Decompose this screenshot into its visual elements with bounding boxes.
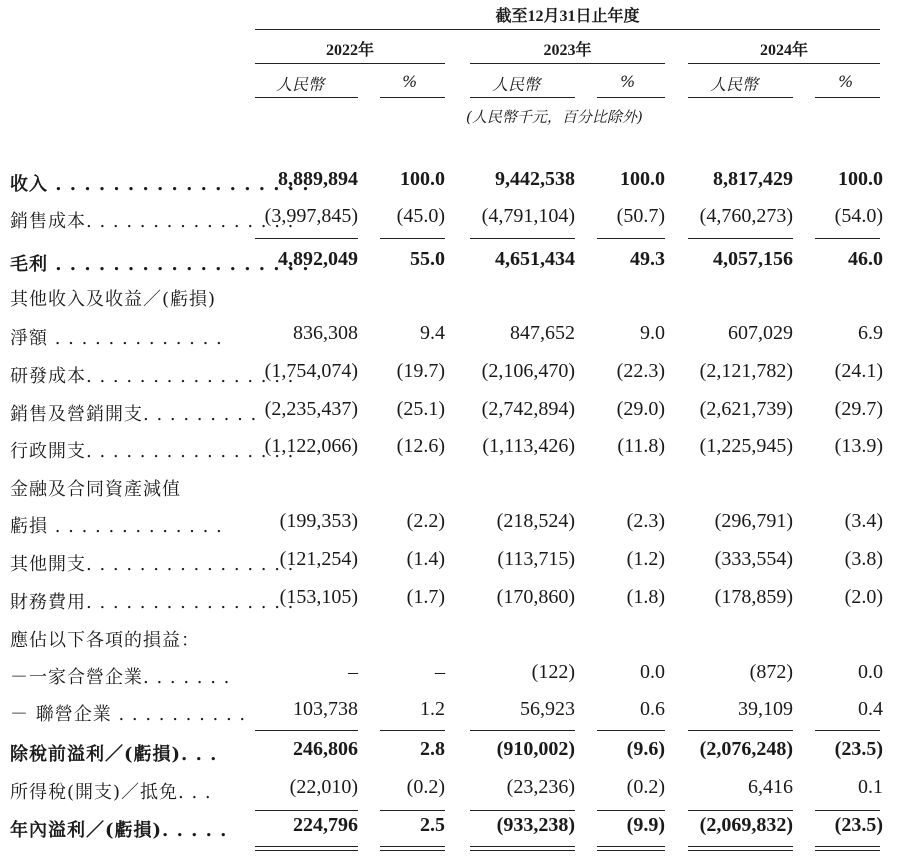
tax-rule-pct-2023 [597,810,665,811]
cell-rmb-2024: (4,760,273) [699,205,793,227]
cell-pct-2023: (1.2) [626,548,665,570]
cell-rmb-2023: 847,652 [510,322,575,344]
cell-rmb-2023: (170,860) [496,586,575,608]
cell-pct-2024: 0.1 [858,776,883,798]
cell-rmb-2022: (2,235,437) [264,398,358,420]
cell-pct-2022: (12.6) [396,435,445,457]
cell-rmb-2023: (2,106,470) [481,360,575,382]
cell-pct-2024: (29.7) [834,398,883,420]
cell-pct-2024: (2.0) [844,586,883,608]
row-label: 毛利 . . . . . . . . . . . . . . . . . . [10,254,310,275]
cell-rmb-2023: (1,113,426) [482,435,575,457]
cell-rmb-2024: (2,069,832) [699,814,793,836]
cell-rmb-2024: 39,109 [738,698,793,720]
cell-rmb-2022: 246,806 [293,738,358,760]
cell-rmb-2024: (1,225,945) [699,435,793,457]
row-label: 虧損 . . . . . . . . . . . . . [10,516,223,537]
cell-pct-2023: (50.7) [616,205,665,227]
total-double-rule-pct-2022 [380,846,445,851]
percent-label-2022: % [402,72,418,91]
cell-pct-2023: (2.3) [626,510,665,532]
cell-pct-2022: 100.0 [400,168,445,190]
cell-pct-2023: 0.0 [640,661,665,683]
row-label: 銷售及營銷開支. . . . . . . . . [10,404,258,425]
cell-pct-2024: (3.4) [844,510,883,532]
total-double-rule-rmb-2022 [255,846,358,851]
cell-pct-2022: 9.4 [420,322,445,344]
cell-pct-2024: 6.9 [858,322,883,344]
tax-rule-pct-2022 [380,810,445,811]
cell-pct-2023: (11.8) [617,435,665,457]
cell-pct-2024: (54.0) [834,205,883,227]
cell-rmb-2023: (2,742,894) [481,398,575,420]
cell-pct-2024: 100.0 [838,168,883,190]
total-double-rule-rmb-2024 [688,846,793,851]
col-underline-pct-2022 [380,97,445,98]
cell-rmb-2023: 4,651,434 [495,248,575,270]
row-label: 其他收入及收益／(虧損) [10,289,217,310]
cell-rmb-2023: (218,524) [496,510,575,532]
cell-rmb-2024: 8,817,429 [713,168,793,190]
cell-rmb-2022: (3,997,845) [264,205,358,227]
subtotal-rule-rmb-2023 [470,238,575,239]
cell-rmb-2023: 56,923 [520,698,575,720]
cell-pct-2024: (24.1) [834,360,883,382]
cell-rmb-2024: 607,029 [728,322,793,344]
cell-rmb-2022: (1,122,066) [264,435,358,457]
row-label: 應佔以下各項的損益： [10,630,200,651]
cell-rmb-2023: (23,236) [506,776,575,798]
cell-rmb-2024: (178,859) [714,586,793,608]
cell-rmb-2022: (1,754,074) [264,360,358,382]
pretax-rule-pct-2023 [597,730,665,731]
row-label: －一家合營企業. . . . . . . [10,667,231,688]
cell-rmb-2022: 4,892,049 [278,248,358,270]
cell-pct-2022: 2.8 [420,738,445,760]
year-header-2024: 2024年 [759,42,808,59]
cell-rmb-2022: 8,889,894 [278,168,358,190]
cell-pct-2022: – [435,661,445,683]
subtotal-rule-rmb-2022 [255,238,358,239]
row-label: 財務費用. . . . . . . . . . . . . . . . [10,592,295,613]
currency-label-2024: 人民幣 [710,75,759,94]
cell-pct-2024: 0.0 [858,661,883,683]
cell-rmb-2023: 9,442,538 [495,168,575,190]
cell-rmb-2024: 4,057,156 [713,248,793,270]
cell-pct-2022: (1.4) [406,548,445,570]
cell-rmb-2024: (2,121,782) [699,360,793,382]
total-double-rule-pct-2023 [597,846,665,851]
cell-rmb-2024: 6,416 [748,776,793,798]
subtotal-rule-pct-2022 [380,238,445,239]
col-underline-rmb-2023 [470,97,575,98]
cell-pct-2022: 1.2 [420,698,445,720]
row-label: 其他開支. . . . . . . . . . . . . . . . [10,554,295,575]
row-label: 研發成本. . . . . . . . . . . . . . . . [10,366,295,387]
subtotal-rule-pct-2023 [597,238,665,239]
year-underline-2024 [688,63,880,64]
cell-pct-2022: (25.1) [396,398,445,420]
percent-label-2023: % [620,72,636,91]
cell-pct-2023: (29.0) [616,398,665,420]
year-header-2023: 2023年 [543,42,592,59]
cell-rmb-2022: – [348,661,358,683]
period-underline [255,29,880,30]
col-underline-rmb-2024 [688,97,793,98]
subtotal-rule-pct-2024 [815,238,880,239]
cell-pct-2023: (0.2) [626,776,665,798]
cell-rmb-2022: 103,738 [293,698,358,720]
cell-pct-2024: 0.4 [858,698,883,720]
year-underline-2023 [470,63,665,64]
cell-rmb-2023: (113,715) [497,548,575,570]
cell-rmb-2024: (296,791) [714,510,793,532]
col-underline-rmb-2022 [255,97,358,98]
row-label: 收入 . . . . . . . . . . . . . . . . . . [10,174,310,195]
cell-pct-2022: (1.7) [406,586,445,608]
tax-rule-pct-2024 [815,810,880,811]
total-double-rule-rmb-2023 [470,846,575,851]
col-underline-pct-2023 [597,97,665,98]
pretax-rule-pct-2024 [815,730,880,731]
cell-rmb-2024: (2,621,739) [699,398,793,420]
cell-pct-2022: (2.2) [406,510,445,532]
pretax-rule-rmb-2023 [470,730,575,731]
cell-pct-2024: (13.9) [834,435,883,457]
cell-rmb-2023: (122) [531,661,575,683]
period-header: 截至12月31日止年度 [495,8,640,25]
row-label: 除稅前溢利／(虧損). . . [10,744,218,765]
cell-rmb-2022: 836,308 [293,322,358,344]
cell-rmb-2024: (872) [749,661,793,683]
row-label: 淨額 . . . . . . . . . . . . . [10,328,223,349]
cell-pct-2024: 46.0 [848,248,883,270]
cell-pct-2022: 55.0 [410,248,445,270]
row-label: 銷售成本. . . . . . . . . . . . . . . . [10,211,295,232]
cell-pct-2023: 9.0 [640,322,665,344]
tax-rule-rmb-2024 [688,810,793,811]
row-label: 所得稅(開支)／抵免. . . [10,782,212,803]
cell-rmb-2023: (910,002) [496,738,575,760]
cell-pct-2022: (0.2) [406,776,445,798]
currency-label-2022: 人民幣 [276,75,325,94]
pretax-rule-pct-2022 [380,730,445,731]
cell-pct-2022: (19.7) [396,360,445,382]
cell-pct-2023: 100.0 [620,168,665,190]
cell-rmb-2022: (199,353) [279,510,358,532]
subtotal-rule-rmb-2024 [688,238,793,239]
cell-rmb-2022: (22,010) [289,776,358,798]
row-label: － 聯營企業 . . . . . . . . . . [10,704,247,725]
unit-note: (人民幣千元，百分比除外) [466,108,643,126]
cell-pct-2024: (23.5) [834,814,883,836]
cell-pct-2023: (9.9) [626,814,665,836]
tax-rule-rmb-2023 [470,810,575,811]
cell-rmb-2022: (153,105) [279,586,358,608]
cell-pct-2023: (9.6) [626,738,665,760]
year-underline-2022 [255,63,445,64]
year-header-2022: 2022年 [325,42,374,59]
currency-label-2023: 人民幣 [492,75,541,94]
cell-pct-2024: (3.8) [844,548,883,570]
cell-rmb-2023: (4,791,104) [481,205,575,227]
percent-label-2024: % [838,72,854,91]
cell-rmb-2024: (2,076,248) [699,738,793,760]
cell-pct-2022: (45.0) [396,205,445,227]
cell-rmb-2024: (333,554) [714,548,793,570]
pretax-rule-rmb-2022 [255,730,358,731]
row-label: 金融及合同資產減值 [10,479,181,500]
tax-rule-rmb-2022 [255,810,358,811]
pretax-rule-rmb-2024 [688,730,793,731]
cell-pct-2022: 2.5 [420,814,445,836]
cell-pct-2023: (22.3) [616,360,665,382]
cell-pct-2023: 49.3 [630,248,665,270]
cell-rmb-2022: 224,796 [293,814,358,836]
cell-pct-2023: 0.6 [640,698,665,720]
total-double-rule-pct-2024 [815,846,880,851]
cell-rmb-2023: (933,238) [496,814,575,836]
cell-pct-2024: (23.5) [834,738,883,760]
row-label: 年內溢利／(虧損). . . . . [10,820,228,841]
row-label: 行政開支. . . . . . . . . . . . . . . . [10,441,295,462]
cell-rmb-2022: (121,254) [279,548,358,570]
cell-pct-2023: (1.8) [626,586,665,608]
col-underline-pct-2024 [815,97,880,98]
